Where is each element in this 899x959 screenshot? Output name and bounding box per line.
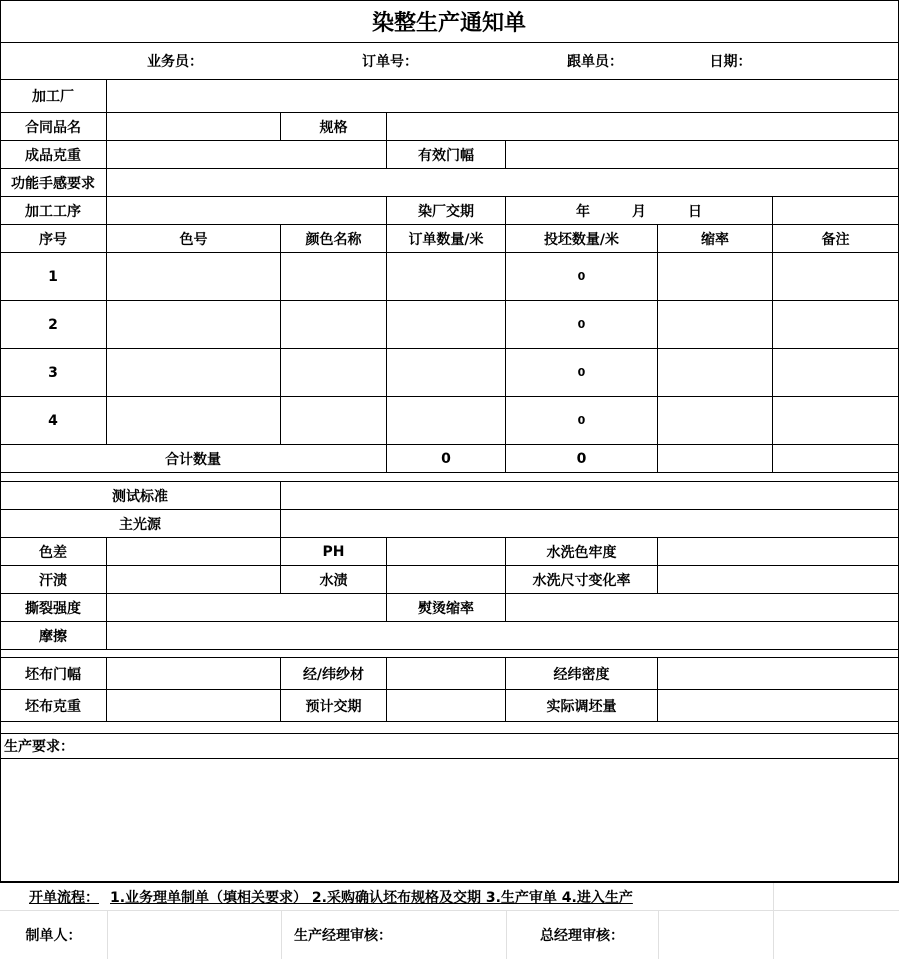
production-req-field[interactable]: [0, 759, 899, 883]
tear-strength-label: 撕裂强度: [0, 594, 107, 622]
spacer-row: [0, 650, 899, 658]
rubbing-field[interactable]: [107, 622, 899, 650]
yarn-label: 经/纬纱材: [281, 658, 387, 690]
row-color-name[interactable]: [281, 349, 387, 397]
contract-name-field[interactable]: [107, 113, 281, 141]
row-remark[interactable]: [773, 301, 899, 349]
density-label: 经纬密度: [506, 658, 658, 690]
actual-grey-field[interactable]: [658, 690, 899, 722]
sweat-stain-field[interactable]: [107, 566, 281, 594]
sweat-stain-label: 汗渍: [0, 566, 107, 594]
row-remark[interactable]: [773, 397, 899, 445]
form-title: 染整生产通知单: [0, 0, 899, 43]
row-no: 3: [0, 349, 107, 397]
row-color-no[interactable]: [107, 349, 281, 397]
row-shrink[interactable]: [658, 301, 773, 349]
density-field[interactable]: [658, 658, 899, 690]
row-order-qty[interactable]: [387, 253, 506, 301]
row-grey-qty[interactable]: 0: [506, 253, 658, 301]
row-remark[interactable]: [773, 349, 899, 397]
color-diff-field[interactable]: [107, 538, 281, 566]
iron-shrink-label: 熨烫缩率: [387, 594, 506, 622]
col-header-no: 序号: [0, 225, 107, 253]
col-header-color-name: 颜色名称: [281, 225, 387, 253]
follower-label: 跟单员：: [567, 54, 623, 70]
row-color-no[interactable]: [107, 397, 281, 445]
greige-width-label: 坯布门幅: [0, 658, 107, 690]
row-shrink[interactable]: [658, 397, 773, 445]
row-shrink[interactable]: [658, 253, 773, 301]
row-shrink[interactable]: [658, 349, 773, 397]
row-order-qty[interactable]: [387, 397, 506, 445]
function-hand-feel-field[interactable]: [107, 169, 899, 197]
row-no: 1: [0, 253, 107, 301]
row-color-name[interactable]: [281, 253, 387, 301]
row-grey-qty[interactable]: 0: [506, 301, 658, 349]
iron-shrink-field[interactable]: [506, 594, 899, 622]
dye-delivery-date[interactable]: 年 月 日: [506, 197, 773, 225]
col-header-remark: 备注: [773, 225, 899, 253]
contract-name-label: 合同品名: [0, 113, 107, 141]
flow-label: [21, 883, 107, 910]
water-stain-label: 水渍: [281, 566, 387, 594]
production-req-label: 生产要求：: [0, 734, 899, 759]
spacer-row: [0, 473, 899, 482]
light-source-label: 主光源: [0, 510, 281, 538]
dye-delivery-label: 染厂交期: [387, 197, 506, 225]
total-label: 合计数量: [0, 445, 387, 473]
est-delivery-label: 预计交期: [281, 690, 387, 722]
ph-label: PH: [281, 538, 387, 566]
row-color-no[interactable]: [107, 253, 281, 301]
finished-weight-label: 成品克重: [0, 141, 107, 169]
col-header-shrink: 缩率: [658, 225, 773, 253]
effective-width-field[interactable]: [506, 141, 899, 169]
factory-field[interactable]: [107, 80, 899, 113]
grid-faint: [773, 911, 774, 959]
row-order-qty[interactable]: [387, 349, 506, 397]
process-field[interactable]: [107, 197, 387, 225]
flow-steps-text: 1.业务理单制单（填相关要求） 2.采购确认坯布规格及交期 3.生产审单 4.进入生产: [110, 889, 633, 906]
ph-field[interactable]: [387, 538, 506, 566]
spec-field[interactable]: [387, 113, 899, 141]
row-color-no[interactable]: [107, 301, 281, 349]
row-no: 4: [0, 397, 107, 445]
greige-weight-field[interactable]: [107, 690, 281, 722]
test-standard-label: 测试标准: [0, 482, 281, 510]
prod-manager-label: 生产经理审核：: [294, 928, 392, 944]
row-color-name[interactable]: [281, 301, 387, 349]
total-shrink: [658, 445, 773, 473]
wash-dim-change-field[interactable]: [658, 566, 899, 594]
col-header-grey-qty: 投坯数量/米: [506, 225, 658, 253]
gm-label: 总经理审核：: [540, 928, 624, 944]
rubbing-label: 摩擦: [0, 622, 107, 650]
col-header-color-no: 色号: [107, 225, 281, 253]
order-no-label: 订单号：: [362, 54, 418, 70]
grid-faint: [773, 883, 774, 910]
total-order-qty: 0: [387, 445, 506, 473]
gm-sign-field[interactable]: [659, 911, 772, 959]
row-grey-qty[interactable]: 0: [506, 397, 658, 445]
yarn-field[interactable]: [387, 658, 506, 690]
row-color-name[interactable]: [281, 397, 387, 445]
flow-steps: [107, 883, 707, 910]
maker-label: 制单人：: [25, 928, 82, 944]
spacer-row: [0, 722, 899, 734]
water-stain-field[interactable]: [387, 566, 506, 594]
est-delivery-field[interactable]: [387, 690, 506, 722]
header-row: [0, 43, 899, 80]
test-standard-field[interactable]: [281, 482, 899, 510]
function-hand-feel-label: 功能手感要求: [0, 169, 107, 197]
tear-strength-field[interactable]: [107, 594, 387, 622]
greige-width-field[interactable]: [107, 658, 281, 690]
row-remark[interactable]: [773, 253, 899, 301]
row-no: 2: [0, 301, 107, 349]
greige-weight-label: 坯布克重: [0, 690, 107, 722]
total-grey-qty: 0: [506, 445, 658, 473]
wash-fastness-field[interactable]: [658, 538, 899, 566]
dye-delivery-extra[interactable]: [773, 197, 899, 225]
col-header-order-qty: 订单数量/米: [387, 225, 506, 253]
wash-fastness-label: 水洗色牢度: [506, 538, 658, 566]
color-diff-label: 色差: [0, 538, 107, 566]
factory-label: 加工厂: [0, 80, 107, 113]
row-order-qty[interactable]: [387, 301, 506, 349]
wash-dim-change-label: 水洗尺寸变化率: [506, 566, 658, 594]
process-label: 加工工序: [0, 197, 107, 225]
spec-label: 规格: [281, 113, 387, 141]
flow-label-text: 开单流程：: [29, 889, 99, 906]
total-remark: [773, 445, 899, 473]
date-label: 日期：: [709, 54, 752, 70]
actual-grey-label: 实际调坯量: [506, 690, 658, 722]
row-grey-qty[interactable]: 0: [506, 349, 658, 397]
maker-sign-field[interactable]: [108, 911, 280, 959]
finished-weight-field[interactable]: [107, 141, 387, 169]
light-source-field[interactable]: [281, 510, 899, 538]
effective-width-label: 有效门幅: [387, 141, 506, 169]
salesperson-label: 业务员：: [147, 54, 203, 70]
